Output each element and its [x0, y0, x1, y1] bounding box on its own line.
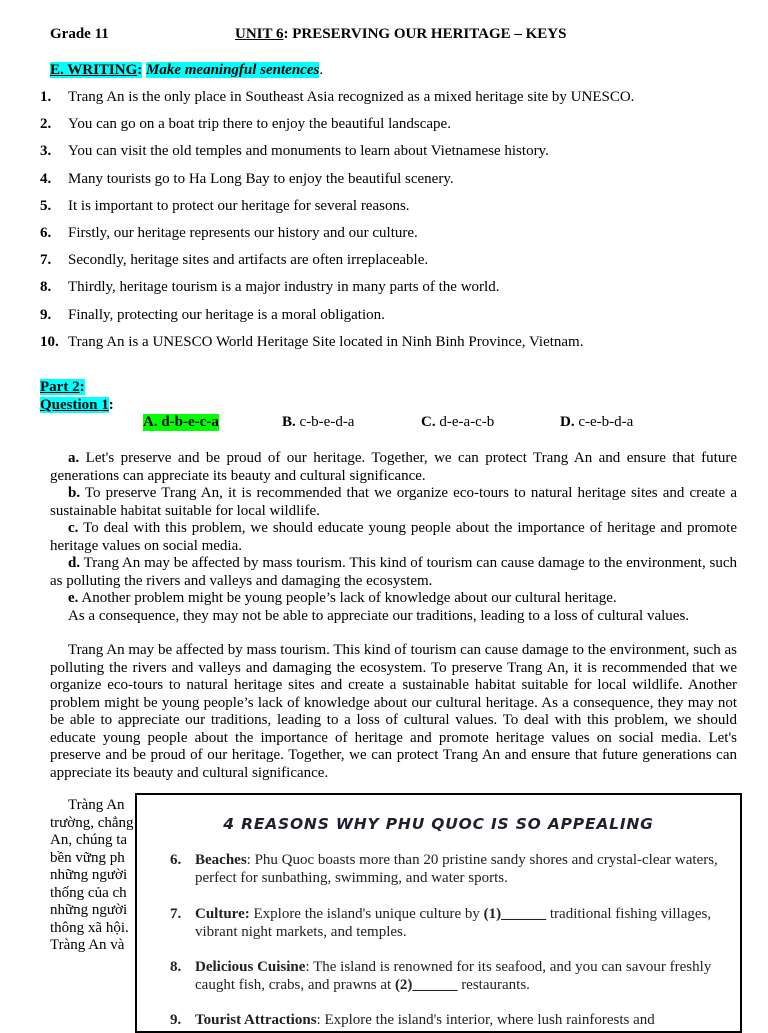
item-text: To deal with this problem, we should educate young people about the importance of heritage and promote heritage values on social media.	[50, 520, 737, 554]
reason-heading: Delicious Cuisine	[195, 959, 306, 975]
option-letter: C.	[421, 414, 436, 430]
item-letter: b.	[68, 485, 81, 501]
item-text: Trang An is a UNESCO World Heritage Site located in Ninh Binh Province, Vietnam.	[68, 333, 584, 350]
reason-item	[170, 851, 730, 887]
item-text: You can go on a boat trip there to enjoy the beautiful landscape.	[68, 116, 451, 133]
reason-text: The island is renowned for its seafood, and you can savour freshly caught fish, crabs, and prawns at	[195, 959, 712, 993]
item-number: 7.	[40, 252, 52, 269]
item-letter: d.	[68, 555, 81, 571]
list-item	[40, 198, 740, 225]
section-e-period: .	[319, 62, 324, 78]
option-text: c-b-e-d-a	[299, 414, 355, 430]
reason-heading: Beaches	[195, 852, 247, 868]
reason-sep: :	[316, 1012, 321, 1028]
full-paragraph	[50, 642, 737, 782]
section-e-colon: :	[137, 62, 143, 78]
reason-body	[195, 905, 730, 941]
reason-text: restaurants.	[457, 977, 530, 993]
item-text: Let's preserve and be proud of our heritage. Together, we can protect Trang An and ensure that future generations can appreciate its beauty and cultural significance.	[50, 450, 737, 484]
lettered-item-b	[50, 485, 737, 520]
option-text: d-b-e-c-a	[161, 414, 219, 430]
reason-heading: Tourist Attractions	[195, 1012, 317, 1028]
vn-line: bền vững ph	[50, 849, 125, 866]
question-label: Question 1	[40, 397, 109, 413]
item-text: Trang An may be affected by mass tourism. This kind of tourism can cause damage to the environment, such as polluting the rivers and valleys and damaging the ecosystem.	[50, 555, 738, 589]
reason-heading: Culture:	[195, 906, 250, 922]
reason-number: 8.	[170, 959, 182, 975]
list-item	[40, 279, 740, 306]
blank-1: (1)______	[483, 906, 547, 922]
item-number: 5.	[40, 197, 52, 214]
option-letter: B.	[282, 414, 296, 430]
unit-title: : PRESERVING OUR HERITAGE – KEYS	[283, 26, 567, 42]
item-number: 1.	[40, 89, 52, 105]
reason-number: 6.	[170, 852, 182, 868]
option-letter: D.	[560, 414, 575, 430]
lettered-item-a	[50, 450, 737, 485]
item-text: Many tourists go to Ha Long Bay to enjoy the beautiful scenery.	[68, 170, 454, 187]
sentence-list	[40, 89, 740, 361]
vn-line: Tràng An và	[50, 937, 125, 953]
item-text: Another problem might be young people’s lack of knowledge about our cultural heritage.	[81, 590, 617, 606]
item-number: 4.	[40, 170, 52, 187]
option-b	[282, 414, 354, 431]
lettered-item-e	[50, 590, 737, 608]
reason-number: 7.	[170, 906, 182, 922]
grade-label: Grade 11	[50, 26, 109, 42]
reason-text: Explore the island's interior, where lush rainforests and	[320, 1012, 655, 1028]
reason-number: 9.	[170, 1012, 182, 1028]
item-number: 2.	[40, 116, 52, 133]
list-item	[40, 89, 740, 116]
item-number: 6.	[40, 224, 52, 241]
item-letter: e.	[68, 590, 79, 606]
item-text: Finally, protecting our heritage is a moral obligation.	[68, 306, 385, 323]
item-text: Trang An is the only place in Southeast Asia recognized as a mixed heritage site by UNESCO.	[68, 89, 635, 105]
lettered-sentences	[50, 450, 737, 625]
option-letter: A.	[143, 414, 158, 430]
section-e-task: Make meaningful sentences	[146, 62, 320, 78]
reason-text: Explore the island's unique culture by	[249, 906, 484, 922]
list-item	[40, 225, 740, 252]
item-number: 10.	[40, 333, 59, 350]
vn-line: trường, chẳng	[50, 814, 134, 831]
option-c	[421, 414, 494, 431]
vn-line: những người	[50, 867, 128, 883]
vn-line: An, chúng ta	[50, 832, 128, 848]
list-item	[40, 307, 740, 334]
list-item	[40, 334, 740, 361]
item-letter: a.	[68, 450, 80, 466]
consequence-line: As a consequence, they may not be able to appreciate our traditions, leading to a loss of cultural values.	[68, 607, 690, 624]
reason-body	[195, 851, 730, 887]
list-item	[40, 252, 740, 279]
item-text: To preserve Trang An, it is recommended that we organize eco-tours to natural heritage sites and create a sustainable habitat suitable for local wildlife.	[50, 485, 737, 519]
list-item	[40, 116, 740, 143]
lettered-item-c	[50, 520, 737, 555]
list-item	[40, 143, 740, 170]
part2-heading	[40, 379, 85, 396]
item-text: You can visit the old temples and monuments to learn about Vietnamese history.	[68, 143, 549, 160]
item-number: 8.	[40, 279, 52, 296]
reason-sep: :	[246, 852, 251, 868]
paragraph-text: Trang An may be affected by mass tourism. This kind of tourism can cause damage to the environment, such as polluting the rivers and valleys and damaging the ecosystem. To preserve Trang An, it is recommended that we organize eco-tours to natural heritage sites and create a sustainable habitat suitable for local wildlife. Another problem might be young people’s lack of knowledge about our cultural heritage. As a consequence, they may not be able to appreciate our traditions, leading to a loss of cultural values. To deal with this problem, we should educate young people about the importance of heritage and promote heritage values on social media. Let's preserve and be proud of our heritage. Together, we can protect Trang An and ensure that future generations can appreciate its beauty and cultural significance.	[50, 642, 737, 781]
vn-line: những người	[50, 902, 128, 918]
reason-text: traditional fishing villages, vibrant night markets, and temples.	[195, 906, 712, 940]
item-text: Firstly, our heritage represents our history and our culture.	[68, 224, 418, 241]
box-title: 4 REASONS WHY PHU QUOC IS SO APPEALING	[223, 815, 654, 833]
item-number: 3.	[40, 143, 52, 160]
phu-quoc-box	[135, 793, 742, 1033]
item-number: 9.	[40, 306, 52, 323]
part2-colon: :	[79, 379, 85, 395]
vn-line: thông xã hội.	[50, 919, 129, 936]
reason-body	[195, 1011, 730, 1029]
reason-sep: :	[305, 959, 310, 975]
option-text: d-e-a-c-b	[439, 414, 495, 430]
page-title	[235, 26, 567, 43]
option-a	[143, 414, 219, 431]
vn-line: thống của ch	[50, 884, 127, 901]
reason-item	[170, 958, 730, 994]
vn-line: Tràng An	[68, 797, 125, 813]
lettered-item-d	[50, 555, 737, 590]
reason-item	[170, 905, 730, 941]
reason-text: Phu Quoc boasts more than 20 pristine sandy shores and crystal-clear waters, perfect for sunbathing, swimming, and water sports.	[195, 852, 718, 886]
unit-label: UNIT 6	[235, 26, 284, 42]
option-text: c-e-b-d-a	[578, 414, 634, 430]
item-text: Secondly, heritage sites and artifacts are often irreplaceable.	[68, 252, 429, 269]
question-colon: :	[108, 397, 114, 413]
section-e-heading	[50, 62, 323, 79]
section-e-label: E. WRITING	[50, 62, 138, 78]
list-item	[40, 171, 740, 198]
reason-item	[170, 1011, 730, 1029]
reason-body	[195, 958, 730, 994]
option-d	[560, 414, 633, 431]
part2-label: Part 2	[40, 379, 80, 395]
blank-2: (2)______	[394, 977, 458, 993]
item-letter: c.	[68, 520, 79, 536]
question-heading	[40, 397, 114, 414]
item-text: It is important to protect our heritage for several reasons.	[68, 197, 410, 214]
item-text: Thirdly, heritage tourism is a major industry in many parts of the world.	[68, 279, 500, 296]
